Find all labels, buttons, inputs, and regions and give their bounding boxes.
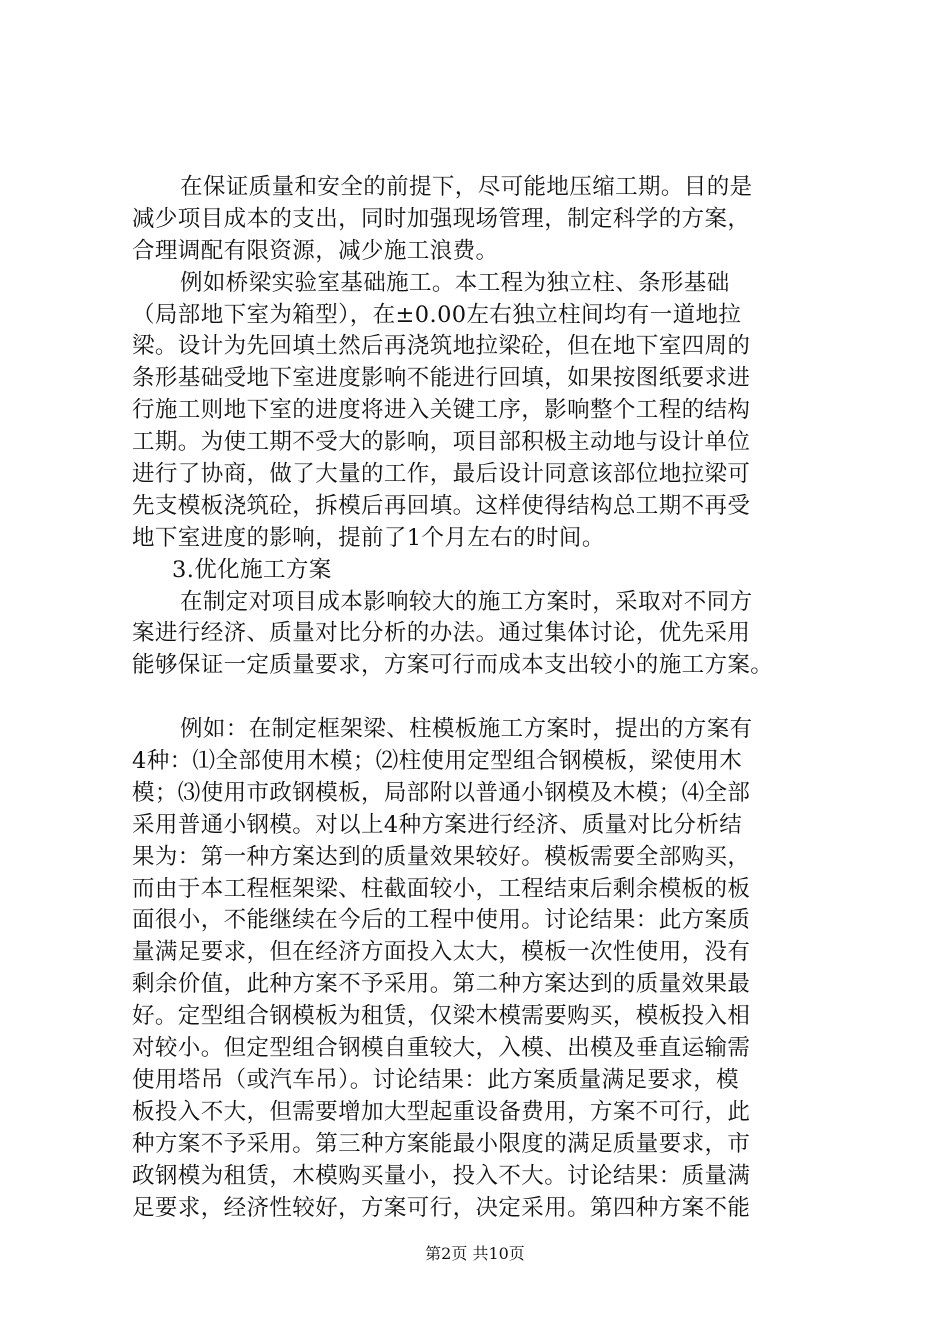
text-line: 例如桥梁实验室基础施工。本工程为独立柱、条形基础	[180, 269, 730, 296]
text-line: 种方案不予采用。第三种方案能最小限度的满足质量要求，市	[132, 1130, 751, 1157]
text-line: 在制定对项目成本影响较大的施工方案时，采取对不同方	[180, 588, 753, 615]
text-line: 对较小。但定型组合钢模自重较大，入模、出模及垂直运输需	[132, 1035, 751, 1062]
text-line: 足要求，经济性较好，方案可行，决定采用。第四种方案不能	[132, 1194, 751, 1221]
page-number: 第2页 共10页	[425, 1244, 525, 1263]
page-footer	[0, 1244, 950, 1264]
text-line: 工期。为使工期不受大的影响，项目部积极主动地与设计单位	[132, 429, 751, 456]
text-line: 行施工则地下室的进度将进入关键工序，影响整个工程的结构	[132, 397, 751, 424]
text-line: 而由于本工程框架梁、柱截面较小，工程结束后剩余模板的板	[132, 875, 751, 902]
text-line: 使用塔吊（或汽车吊）。讨论结果：此方案质量满足要求，模	[132, 1066, 740, 1093]
text-line: 政钢模为租赁，木模购买量小，投入不大。讨论结果：质量满	[132, 1162, 751, 1189]
text-line: 模；⑶使用市政钢模板，局部附以普通小钢模及木模；⑷全部	[132, 779, 751, 806]
text-line: 减少项目成本的支出，同时加强现场管理，制定科学的方案，	[132, 205, 751, 232]
text-line: 条形基础受地下室进度影响不能进行回填，如果按图纸要求进	[132, 365, 751, 392]
text-line: 板投入不大，但需要增加大型起重设备费用，方案不可行，此	[132, 1098, 751, 1125]
text-line: 进行了协商，做了大量的工作，最后设计同意该部位地拉梁可	[132, 461, 751, 488]
text-line: 先支模板浇筑砼，拆模后再回填。这样使得结构总工期不再受	[132, 492, 751, 519]
text-line: 好。定型组合钢模板为租赁，仅梁木模需要购买，模板投入相	[132, 1003, 751, 1030]
text-line: 地下室进度的影响，提前了1个月左右的时间。	[132, 524, 605, 551]
text-line: 例如：在制定框架梁、柱模板施工方案时，提出的方案有	[180, 716, 753, 743]
text-line: （局部地下室为箱型），在±0.00左右独立柱间均有一道地拉	[132, 301, 742, 328]
text-line: 案进行经济、质量对比分析的办法。通过集体讨论，优先采用	[132, 620, 751, 647]
text-line: 果为：第一种方案达到的质量效果较好。模板需要全部购买，	[132, 843, 751, 870]
text-line: 在保证质量和安全的前提下，尽可能地压缩工期。目的是	[180, 174, 753, 200]
document-body	[132, 172, 837, 1224]
blank-line	[132, 682, 837, 714]
text-line: 量满足要求，但在经济方面投入太大，模板一次性使用，没有	[132, 939, 751, 966]
text-line: 合理调配有限资源，减少施工浪费。	[132, 237, 499, 264]
text-line: 剩余价值，此种方案不予采用。第二种方案达到的质量效果最	[132, 971, 751, 998]
text-line: 梁。设计为先回填土然后再浇筑地拉梁砼，但在地下室四周的	[132, 333, 751, 360]
text-line: 能够保证一定质量要求，方案可行而成本支出较小的施工方案。	[132, 652, 774, 679]
section-heading: 3.优化施工方案	[172, 556, 332, 583]
text-line: 4种：⑴全部使用木模；⑵柱使用定型组合钢模板，梁使用木	[132, 748, 743, 775]
text-line: 采用普通小钢模。对以上4种方案进行经济、质量对比分析结	[132, 811, 743, 838]
text-line: 面很小，不能继续在今后的工程中使用。讨论结果：此方案质	[132, 907, 751, 934]
